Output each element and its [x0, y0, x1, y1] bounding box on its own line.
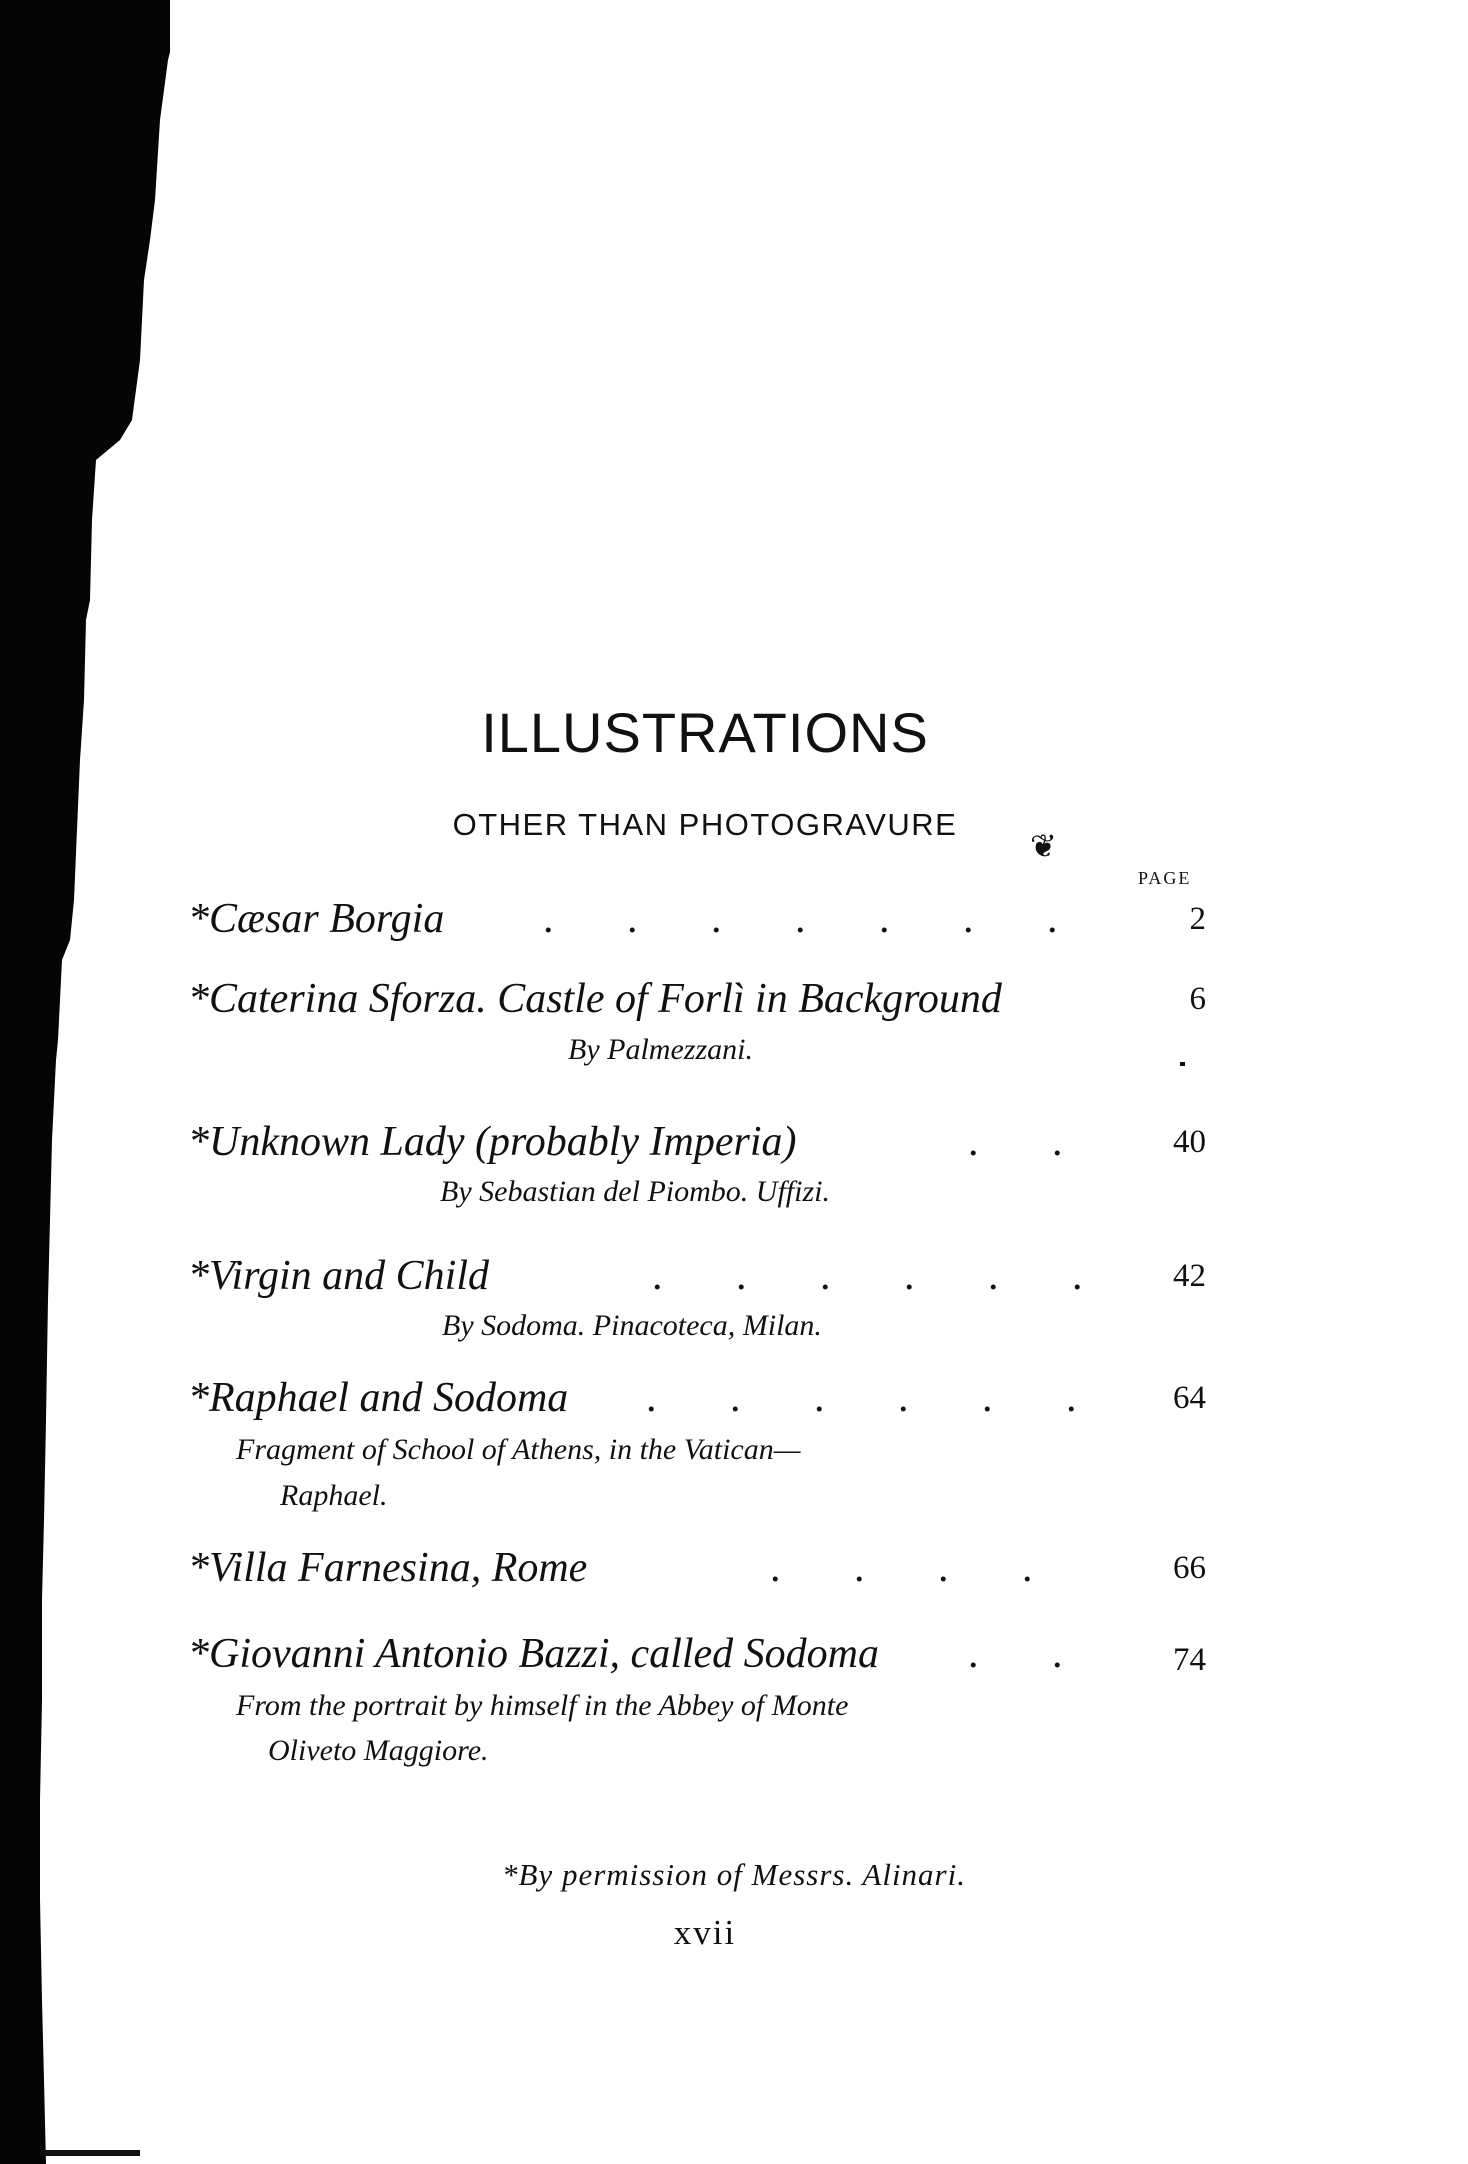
- entry-title: *Raphael and Sodoma: [188, 1375, 569, 1421]
- leader-dots: . . . .: [770, 1545, 1033, 1591]
- page-title: ILLUSTRATIONS: [481, 701, 929, 764]
- page-number: 64: [1173, 1380, 1206, 1416]
- entry-credit: From the portrait by himself in the Abbey of Monte: [236, 1689, 849, 1722]
- ornament-icon: ❦: [1030, 828, 1057, 864]
- page-number: 6: [1189, 981, 1206, 1017]
- entry-credit-continued: Oliveto Maggiore.: [268, 1734, 489, 1767]
- page-subtitle: OTHER THAN PHOTOGRAVURE: [452, 807, 958, 842]
- binding-edge: [0, 0, 170, 2164]
- entry-title: *Villa Farnesina, Rome: [188, 1545, 588, 1591]
- leader-dots: . .: [968, 1631, 1063, 1677]
- page-number: 2: [1189, 901, 1206, 937]
- page-number: 42: [1173, 1258, 1206, 1294]
- entry-title: *Unknown Lady (probably Imperia): [188, 1119, 797, 1165]
- entry-title: *Caterina Sforza. Castle of Forlì in Background: [188, 976, 1002, 1022]
- page-folio: xvii: [673, 1913, 737, 1952]
- entry-title: *Virgin and Child: [188, 1253, 490, 1299]
- entry-credit-continued: Raphael.: [280, 1479, 388, 1512]
- entry-credit: By Palmezzani.: [568, 1033, 753, 1066]
- entry-credit: By Sodoma. Pinacoteca, Milan.: [442, 1309, 822, 1342]
- page-column-label: PAGE: [1138, 868, 1192, 888]
- footnote: *By permission of Messrs. Alinari.: [502, 1857, 966, 1892]
- leader-dots: . . . . . .: [646, 1375, 1077, 1421]
- page-number: 66: [1173, 1550, 1206, 1586]
- entry-credit: By Sebastian del Piombo. Uffizi.: [440, 1175, 830, 1208]
- entry-title: *Cæsar Borgia: [188, 896, 445, 942]
- page-number: 74: [1173, 1642, 1206, 1678]
- leader-dots: . .: [968, 1119, 1063, 1165]
- leader-dots: . . . . . .: [652, 1253, 1083, 1299]
- entry-title: *Giovanni Antonio Bazzi, called Sodoma: [188, 1631, 880, 1677]
- entry-credit: Fragment of School of Athens, in the Vatican—: [236, 1433, 801, 1466]
- page-number: 40: [1173, 1124, 1206, 1160]
- ink-speck: [1180, 1062, 1185, 1066]
- leader-dots: . . . . . . .: [543, 896, 1058, 942]
